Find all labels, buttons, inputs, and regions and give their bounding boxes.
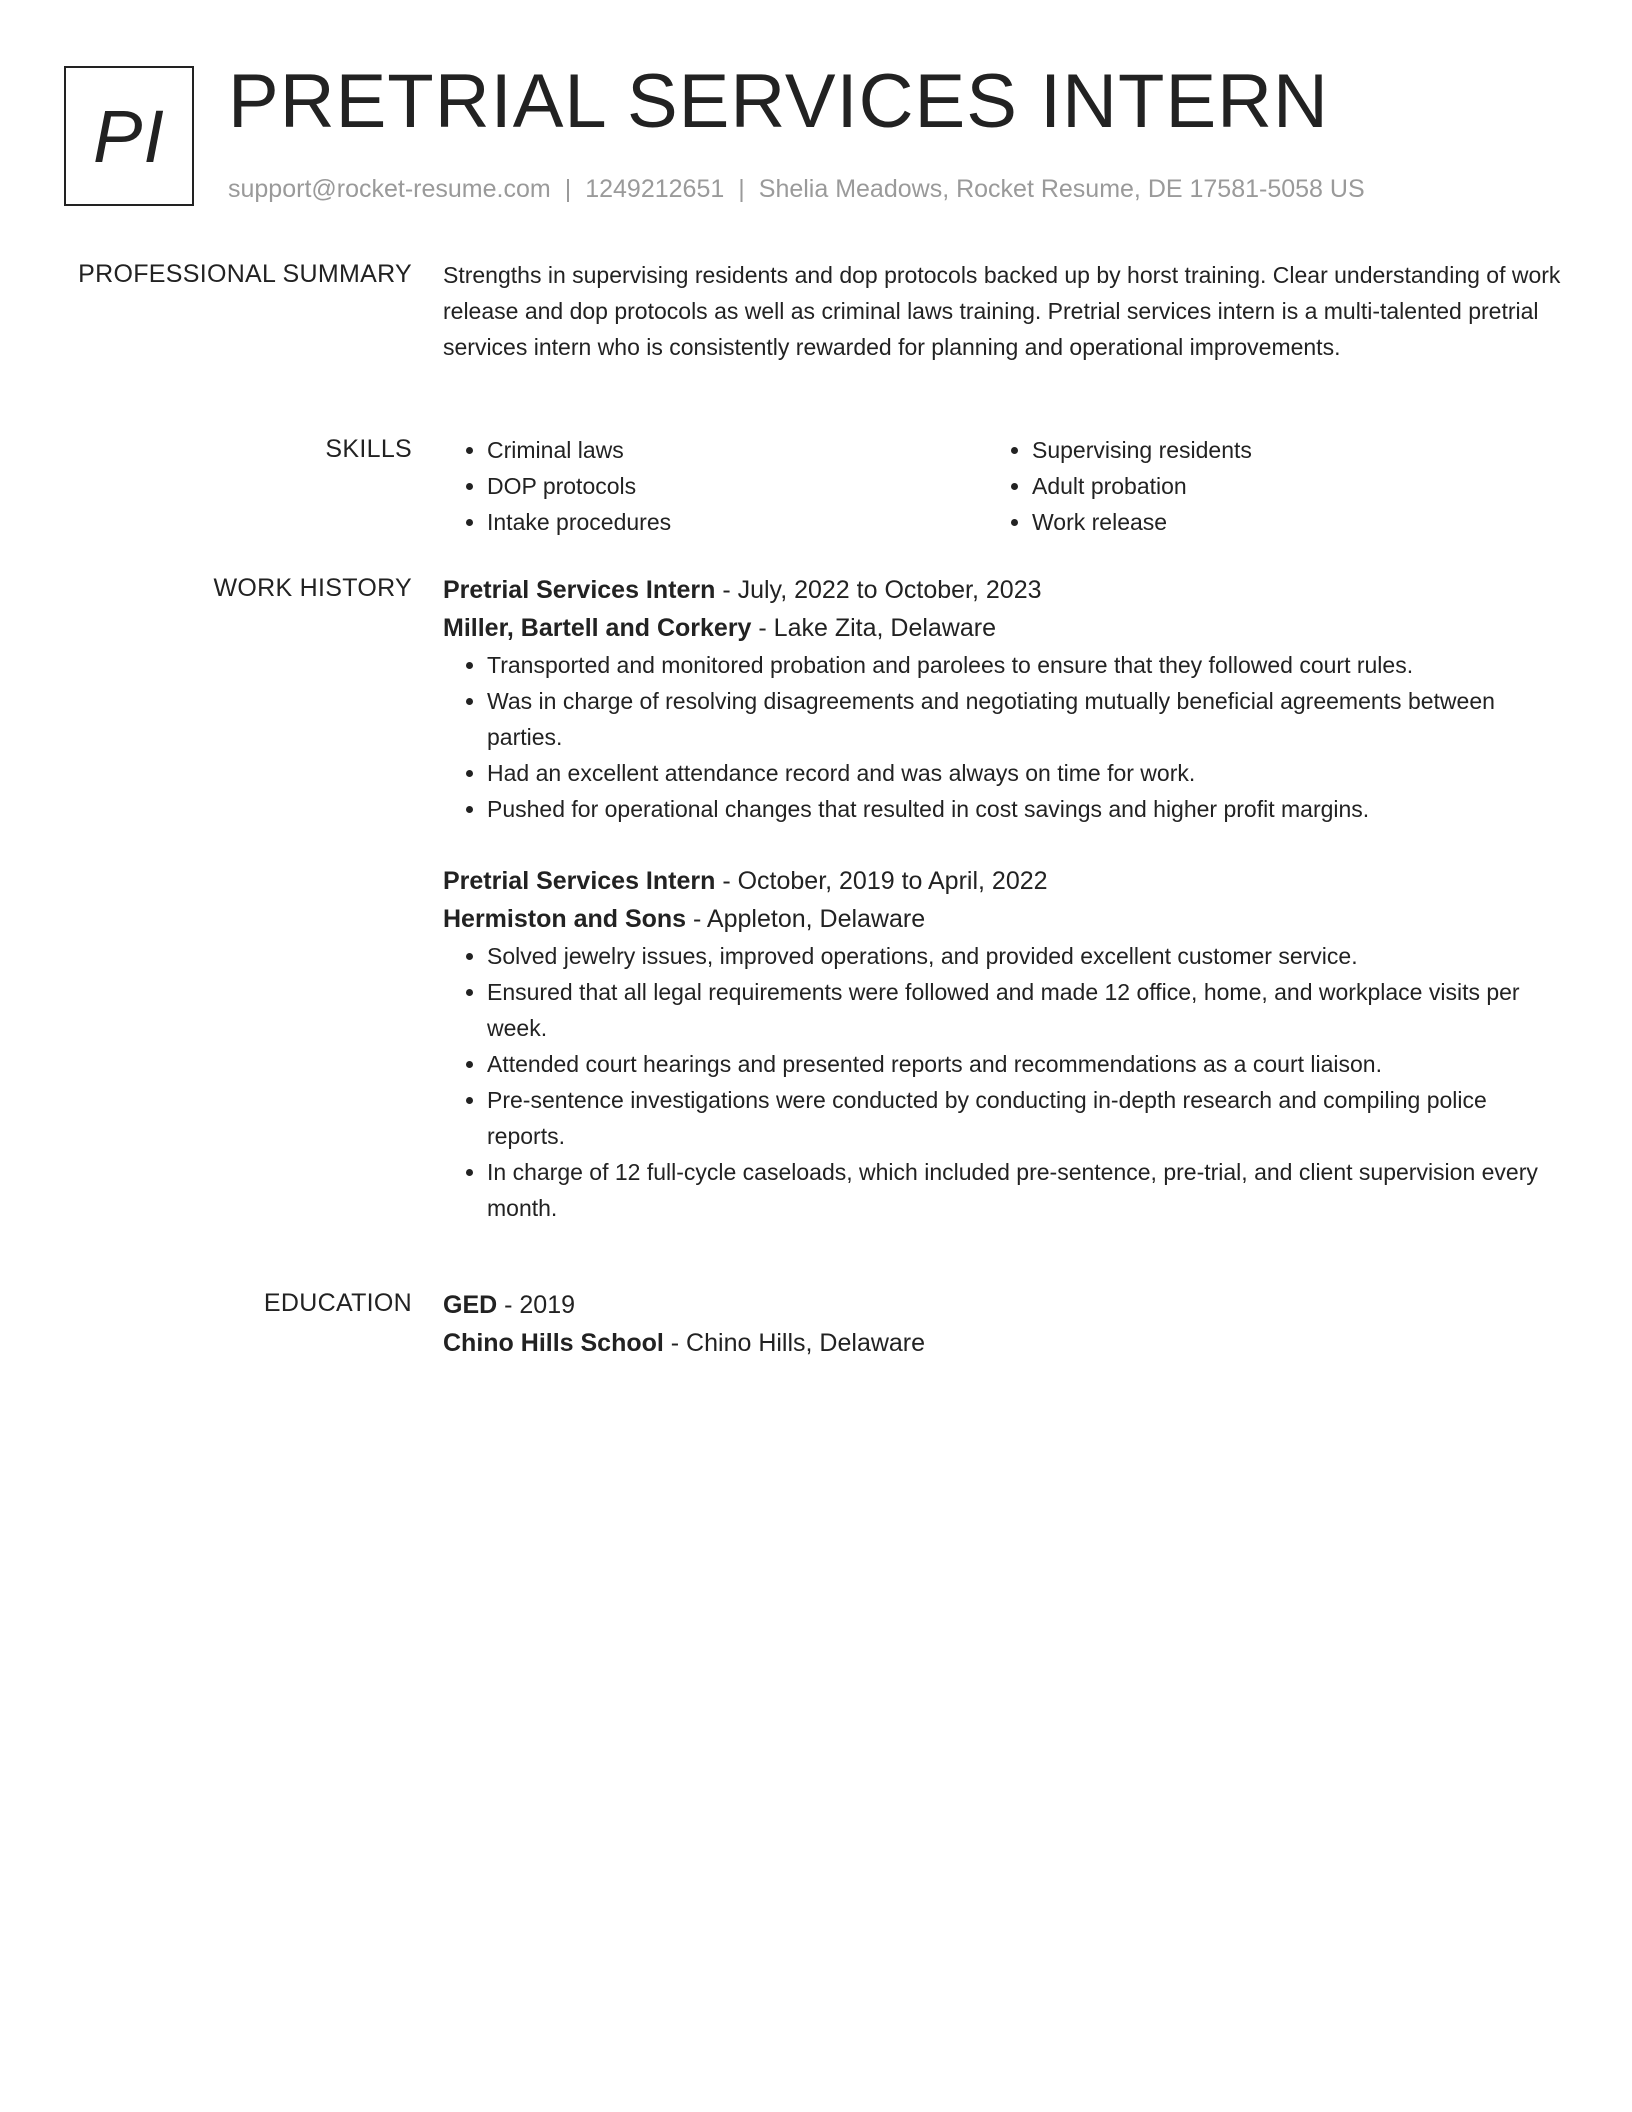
job-dates: - July, 2022 to October, 2023 bbox=[715, 576, 1042, 604]
education-school-line bbox=[443, 1324, 1563, 1362]
job-company: Miller, Bartell and Corkery bbox=[443, 614, 752, 642]
job-location: - Appleton, Delaware bbox=[686, 905, 926, 933]
contact-separator: | bbox=[564, 175, 572, 203]
skills-column-right bbox=[988, 432, 1533, 540]
skills-grid bbox=[443, 432, 1563, 540]
contact-line bbox=[228, 172, 1365, 206]
summary-text: Strengths in supervising residents and dop protocols backed up by horst training. Clear understanding of work release and dop protocols as well as criminal laws training. Pretrial services intern is a multi-talented pretrial services intern who is consistently rewarded for planning and operational improvements. bbox=[443, 262, 1561, 360]
job-bullet: • Had an excellent attendance record and was always on time for work. bbox=[487, 755, 1563, 791]
skills-body bbox=[443, 432, 1563, 540]
education-body bbox=[443, 1286, 1563, 1362]
education-heading: EDUCATION bbox=[263, 1289, 412, 1317]
page-title: PRETRIAL SERVICES INTERN bbox=[228, 59, 1329, 144]
contact-phone: 1249212651 bbox=[585, 175, 725, 203]
skill-item: • Adult probation bbox=[1032, 468, 1533, 504]
work-history-heading: WORK HISTORY bbox=[213, 574, 412, 602]
job-dates: - October, 2019 to April, 2022 bbox=[715, 867, 1048, 895]
skill-item: • Work release bbox=[1032, 504, 1533, 540]
job-bullet: • Transported and monitored probation and parolees to ensure that they followed court rules. bbox=[487, 647, 1563, 683]
job-title-line bbox=[443, 571, 1563, 609]
job-bullet: • Ensured that all legal requirements were followed and made 12 office, home, and workplace visits per week. bbox=[487, 974, 1563, 1046]
education-school: Chino Hills School bbox=[443, 1329, 664, 1357]
education-degree: GED bbox=[443, 1291, 498, 1319]
summary-body bbox=[443, 257, 1563, 365]
education-degree-line bbox=[443, 1286, 1563, 1324]
skills-column-left bbox=[443, 432, 988, 540]
job-bullet-list bbox=[443, 647, 1563, 827]
job-bullet: • Pushed for operational changes that resulted in cost savings and higher profit margins. bbox=[487, 791, 1563, 827]
work-history-body bbox=[443, 571, 1563, 1226]
job-company: Hermiston and Sons bbox=[443, 905, 687, 933]
skill-item: • Supervising residents bbox=[1032, 432, 1533, 468]
job-entry bbox=[443, 571, 1563, 827]
skill-item: • DOP protocols bbox=[487, 468, 988, 504]
job-bullet-list bbox=[443, 938, 1563, 1226]
skills-heading: SKILLS bbox=[325, 435, 412, 463]
job-company-line bbox=[443, 609, 1563, 647]
job-role: Pretrial Services Intern bbox=[443, 867, 716, 895]
contact-email: support@rocket-resume.com bbox=[228, 175, 551, 203]
contact-address: Shelia Meadows, Rocket Resume, DE 17581-5058 US bbox=[758, 175, 1365, 203]
summary-heading: PROFESSIONAL SUMMARY bbox=[78, 260, 412, 288]
job-role: Pretrial Services Intern bbox=[443, 576, 716, 604]
job-bullet: • Solved jewelry issues, improved operations, and provided excellent customer service. bbox=[487, 938, 1563, 974]
skill-item: • Criminal laws bbox=[487, 432, 988, 468]
job-location: - Lake Zita, Delaware bbox=[751, 614, 996, 642]
job-bullet: • Pre-sentence investigations were conducted by conducting in-depth research and compiling police reports. bbox=[487, 1082, 1563, 1154]
job-bullet: • In charge of 12 full-cycle caseloads, which included pre-sentence, pre-trial, and client supervision every month. bbox=[487, 1154, 1563, 1226]
job-company-line bbox=[443, 900, 1563, 938]
monogram-box bbox=[64, 66, 194, 206]
skill-item: • Intake procedures bbox=[487, 504, 988, 540]
job-entry bbox=[443, 862, 1563, 1226]
job-bullet: • Was in charge of resolving disagreements and negotiating mutually beneficial agreements between parties. bbox=[487, 683, 1563, 755]
education-year: - 2019 bbox=[497, 1291, 576, 1319]
education-location: - Chino Hills, Delaware bbox=[663, 1329, 926, 1357]
contact-separator: | bbox=[738, 175, 745, 203]
job-bullet: • Attended court hearings and presented reports and recommendations as a court liaison. bbox=[487, 1046, 1563, 1082]
job-title-line bbox=[443, 862, 1563, 900]
monogram-initials: PI bbox=[93, 94, 165, 178]
